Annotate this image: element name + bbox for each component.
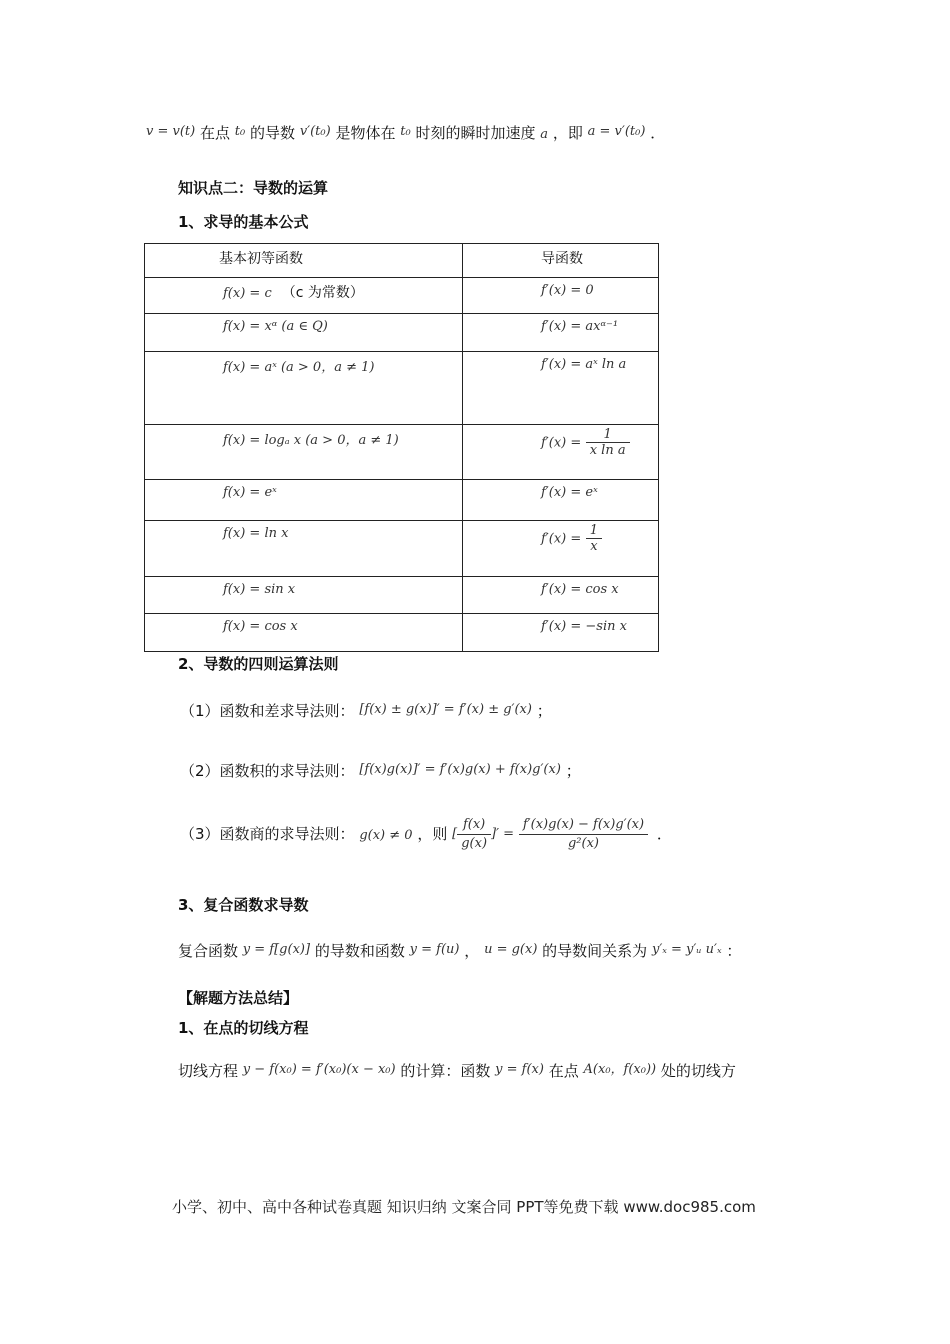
formula-condition: g(x) ≠ 0: [359, 828, 413, 843]
section-title: 知识点二：导数的运算: [178, 179, 329, 197]
function-cell: f(x) = c （c 为常数）: [145, 278, 463, 314]
subsection-title-1: 1、求导的基本公式: [178, 213, 309, 231]
formula-a: a = v′(t₀): [587, 124, 646, 139]
table-row: [145, 577, 659, 614]
table-row: [145, 314, 659, 352]
derivative-table: [144, 243, 659, 652]
derivative-cell: f′(x) = aˣ ln a: [463, 352, 659, 425]
table-row: [145, 614, 659, 652]
function-cell: f(x) = ln x: [145, 521, 463, 577]
function-cell: f(x) = sin x: [145, 577, 463, 614]
fraction-rhs: $\frac{f'(x)g(x) - f(x)g'(x)}{\text{g²(x)}}$: [519, 816, 648, 853]
method-subtitle: 1、在点的切线方程: [178, 1019, 309, 1037]
derivative-cell: f′(x) = −sin x: [463, 614, 659, 652]
formula-sum-rule: [f(x) ± g(x)]′ = f′(x) ± g′(x): [359, 702, 532, 717]
table-row: [145, 278, 659, 314]
fraction: $\frac{1}{\text{x ln a}}$: [586, 427, 630, 458]
table-row: [145, 425, 659, 480]
table-header-cell: 基本初等函数: [145, 244, 463, 278]
function-cell: f(x) = cos x: [145, 614, 463, 652]
derivative-cell: f′(x) = eˣ: [463, 480, 659, 521]
table-row: [145, 480, 659, 521]
derivative-cell: f′(x) = cos x: [463, 577, 659, 614]
function-cell: f(x) = xᵅ (a ∈ Q): [145, 314, 463, 352]
page-footer: 小学、初中、高中各种试卷真题 知识归纳 文案合同 PPT等免费下载 www.doc985.com: [172, 1198, 756, 1216]
derivative-cell: f′(x) = $\frac{1}{\text{x ln a}}$: [463, 425, 659, 480]
subsection-title-3: 3、复合函数求导数: [178, 896, 309, 914]
subsection-title-2: 2、导数的四则运算法则: [178, 655, 339, 673]
rule-sum: （1）函数和差求导法则： [f(x) ± g(x)]′ = f′(x) ± g′(x) ；: [180, 702, 552, 720]
intro-line: v = v(t) 在点 t₀ 的导数 v′(t₀) 是物体在 t₀ 时刻的瞬时加速度 a ，即 a = v′(t₀) ．: [146, 124, 666, 142]
tangent-line: 切线方程 y − f(x₀) = f′(x₀)(x − x₀) 的计算：函数 y = f(x) 在点 A(x₀，f(x₀)) 处的切线方: [178, 1062, 736, 1080]
derivative-cell: f′(x) = axᵅ⁻¹: [463, 314, 659, 352]
table-header-cell: 导函数: [463, 244, 659, 278]
formula-composite: y = f[g(x)]: [242, 942, 311, 957]
formula-vprime: v′(t₀): [299, 124, 331, 139]
formula-product-rule: [f(x)g(x)]′ = f′(x)g(x) + f(x)g′(x): [359, 762, 561, 777]
fraction-lhs: $\frac{f(x)}{g(x)}$: [457, 816, 491, 853]
composite-line: 复合函数 y = f[g(x)] 的导数和函数 y = f(u) ， u = g(x) 的导数间关系为 y′ₓ = y′ᵤ u′ₓ ：: [178, 942, 742, 960]
formula-v: v = v(t): [146, 124, 196, 139]
function-cell: f(x) = logₐ x (a > 0，a ≠ 1): [145, 425, 463, 480]
method-title: 【解题方法总结】: [178, 989, 299, 1007]
table-row: [145, 521, 659, 577]
fraction: $\frac{1}{x}$: [586, 523, 602, 554]
derivative-cell: f′(x) = $\frac{1}{x}$: [463, 521, 659, 577]
table-header-row: [145, 244, 659, 278]
formula-tangent: y − f(x₀) = f′(x₀)(x − x₀): [242, 1062, 396, 1077]
table-row: [145, 352, 659, 425]
formula-chain-rule: y′ₓ = y′ᵤ u′ₓ: [651, 942, 722, 957]
rule-product: （2）函数积的求导法则： [f(x)g(x)]′ = f′(x)g(x) + f(x)g′(x) ；: [180, 762, 581, 780]
function-cell: f(x) = aˣ (a > 0，a ≠ 1): [145, 352, 463, 425]
rule-quotient: （3）函数商的求导法则： g(x) ≠ 0 ，则 [ $\frac{f(x)}{g(x)}$ ]′ = $\frac{f'(x)g(x) - f(x)g'(x)}{\text{g²(x)}}$ ．: [180, 817, 672, 851]
derivative-cell: f′(x) = 0: [463, 278, 659, 314]
function-cell: f(x) = eˣ: [145, 480, 463, 521]
